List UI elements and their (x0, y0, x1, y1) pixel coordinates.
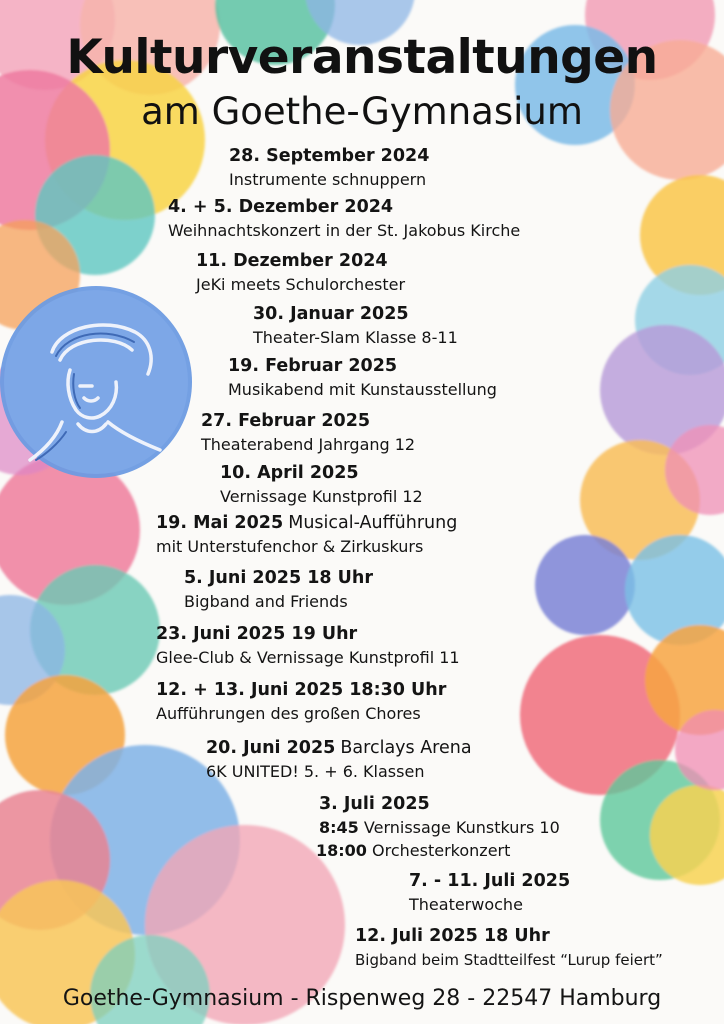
event-date: 27. Februar 2025 (201, 411, 371, 431)
event-item (184, 566, 373, 613)
event-date: 5. Juni 2025 18 Uhr (184, 568, 373, 588)
event-date: 11. Dezember 2024 (196, 251, 388, 271)
event-date: 10. April 2025 (220, 463, 359, 483)
event-item (196, 249, 405, 296)
event-title: Bigband and Friends (184, 592, 348, 611)
event-item (206, 736, 472, 783)
event-date: 19. Mai 2025 (156, 513, 284, 533)
event-date: 12. Juli 2025 18 Uhr (355, 926, 550, 946)
event-item (253, 302, 458, 349)
event-title: Weihnachtskonzert in der St. Jakobus Kirche (168, 221, 521, 240)
event-time: 8:45 (319, 818, 359, 837)
event-date: 4. + 5. Dezember 2024 (168, 197, 394, 217)
event-title: Theater-Slam Klasse 8-11 (253, 328, 458, 347)
event-item (355, 924, 663, 972)
event-date: 23. Juni 2025 19 Uhr (156, 624, 358, 644)
event-title: 6K UNITED! 5. + 6. Klassen (206, 762, 425, 781)
event-title: Glee-Club & Vernissage Kunstprofil 11 (156, 648, 460, 667)
event-item (168, 195, 520, 242)
event-title: JeKi meets Schulorchester (196, 275, 406, 294)
page-title: Kulturveranstaltungen (66, 30, 658, 85)
event-item (201, 409, 415, 456)
event-title: Theaterwoche (409, 895, 523, 914)
event-title: mit Unterstufenchor & Zirkuskurs (156, 537, 424, 556)
event-item (229, 144, 429, 191)
event-title: Vernissage Kunstprofil 12 (220, 487, 423, 506)
event-item (156, 511, 457, 558)
event-date: 20. Juni 2025 (206, 738, 336, 758)
event-date: 3. Juli 2025 (319, 794, 430, 814)
event-item (316, 792, 560, 862)
event-title: Aufführungen des großen Chores (156, 704, 421, 723)
event-title: Instrumente schnuppern (229, 170, 427, 189)
event-title: Musikabend mit Kunstausstellung (228, 380, 497, 399)
goethe-portrait-icon (0, 282, 192, 482)
page-subtitle: am Goethe-Gymnasium (141, 90, 583, 133)
event-title: Bigband beim Stadtteilfest “Lurup feiert” (355, 951, 663, 969)
event-item (220, 461, 423, 508)
footer-address: Goethe-Gymnasium - Rispenweg 28 - 22547 Hamburg (62, 986, 662, 1011)
event-inline-title: Barclays Arena (340, 738, 472, 758)
event-title: Theaterabend Jahrgang 12 (201, 435, 416, 454)
event-date: 30. Januar 2025 (253, 304, 409, 324)
event-item (228, 354, 497, 401)
event-inline-title: Musical-Aufführung (288, 513, 458, 533)
event-date: 19. Februar 2025 (228, 356, 398, 376)
event-date: 28. September 2024 (229, 146, 430, 166)
event-item (156, 678, 446, 725)
event-title: Orchesterkonzert (372, 841, 511, 860)
event-date: 12. + 13. Juni 2025 18:30 Uhr (156, 680, 447, 700)
event-time: 18:00 (316, 841, 367, 860)
event-item (156, 622, 460, 669)
event-title: Vernissage Kunstkurs 10 (363, 818, 560, 837)
event-item (409, 869, 570, 916)
event-date: 7. - 11. Juli 2025 (409, 871, 571, 891)
